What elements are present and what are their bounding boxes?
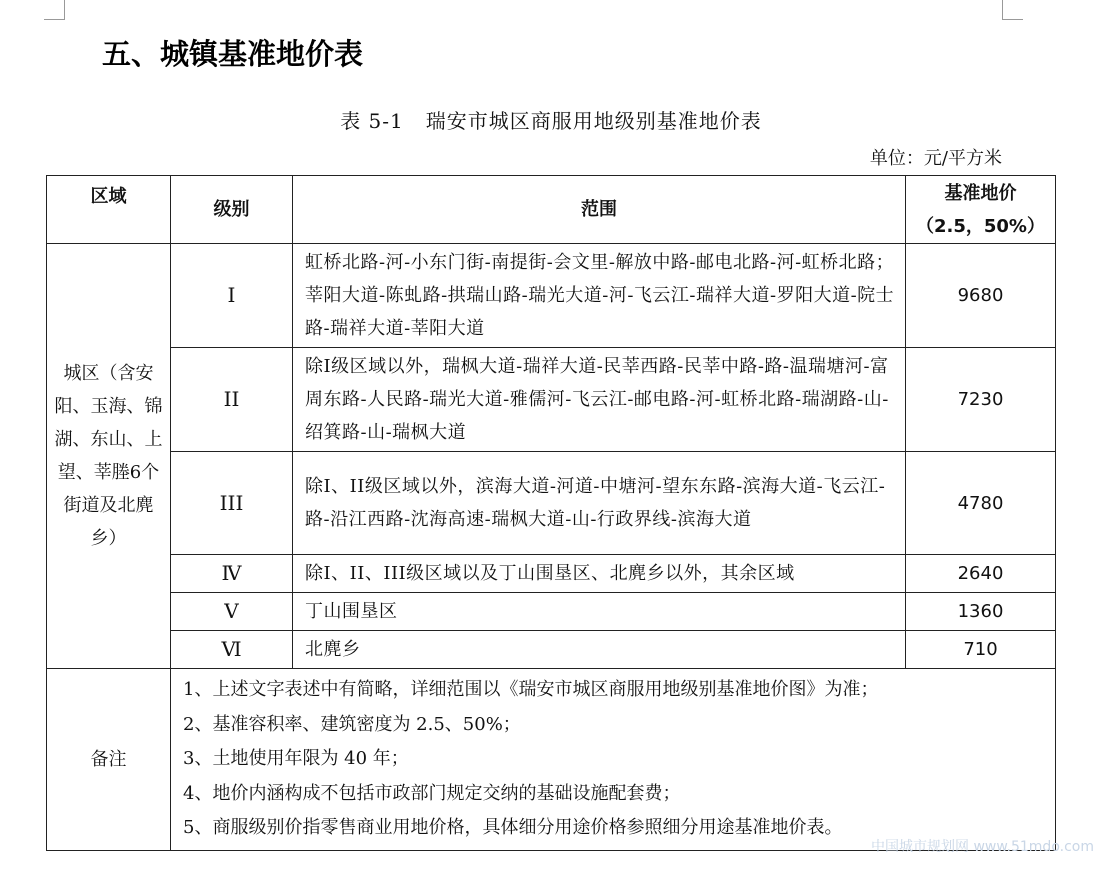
note-item: 5、商服级别价指零售商业用地价格，具体细分用途价格参照细分用途基准地价表。	[183, 817, 843, 838]
table-row	[47, 631, 1056, 669]
level-cell: III	[171, 452, 293, 555]
range-cell: 虹桥北路-河-小东门街-南提街-会文里-解放中路-邮电北路-河-虹桥北路；莘阳大道-陈虬路-拱瑞山路-瑞光大道-河-飞云江-瑞祥大道-罗阳大道-院士路-瑞祥大道-莘阳大道	[293, 244, 906, 348]
level-cell: I	[171, 244, 293, 348]
col-header-range: 范围	[293, 176, 906, 244]
price-cell: 7230	[906, 348, 1056, 452]
col-header-price-title: 基准地价	[944, 182, 1017, 204]
price-cell: 710	[906, 631, 1056, 669]
range-cell: 除I、II级区域以外，滨海大道-河道-中塘河-望东东路-滨海大道-飞云江-路-沿江西路-沈海高速-瑞枫大道-山-行政界线-滨海大道	[293, 452, 906, 555]
land-price-table	[46, 175, 1056, 851]
table-row	[47, 244, 1056, 348]
table-title: 瑞安市城区商服用地级别基准地价表	[425, 109, 762, 133]
notes-row	[47, 669, 1056, 851]
notes-label: 备注	[47, 669, 171, 851]
table-row	[47, 593, 1056, 631]
price-cell: 2640	[906, 555, 1056, 593]
section-heading: 五、城镇基准地价表	[102, 37, 364, 71]
table-number: 表 5-1	[340, 109, 404, 133]
range-cell: 丁山围垦区	[293, 593, 906, 631]
range-cell: 除I、II、III级区域以及丁山围垦区、北麂乡以外，其余区域	[293, 555, 906, 593]
col-header-area: 区域	[47, 176, 171, 244]
price-cell: 1360	[906, 593, 1056, 631]
note-item: 4、地价内涵构成不包括市政部门规定交纳的基础设施配套费；	[183, 782, 681, 804]
table-header-row	[47, 176, 1056, 244]
col-header-price	[906, 176, 1056, 244]
notes-cell	[171, 669, 1056, 851]
level-cell: Ⅵ	[171, 631, 293, 669]
price-cell: 4780	[906, 452, 1056, 555]
price-cell: 9680	[906, 244, 1056, 348]
col-header-level: 级别	[171, 176, 293, 244]
area-cell: 城区（含安阳、玉海、锦湖、东山、上望、莘塍6个街道及北麂乡）	[47, 244, 171, 669]
col-header-price-params: （2.5，50%）	[916, 215, 1045, 237]
level-cell: Ⅳ	[171, 555, 293, 593]
level-cell: II	[171, 348, 293, 452]
table-row	[47, 452, 1056, 555]
range-cell: 北麂乡	[293, 631, 906, 669]
level-cell: V	[171, 593, 293, 631]
note-item: 3、土地使用年限为 40 年；	[183, 748, 409, 769]
table-caption	[0, 105, 1102, 134]
note-item: 1、上述文字表述中有简略，详细范围以《瑞安市城区商服用地级别基准地价图》为准；	[183, 679, 879, 700]
range-cell: 除I级区域以外，瑞枫大道-瑞祥大道-民莘西路-民莘中路-路-温瑞塘河-富周东路-人民路-瑞光大道-雅儒河-飞云江-邮电路-河-虹桥北路-瑞湖路-山-绍箕路-山-瑞枫大道	[293, 348, 906, 452]
unit-label: 单位：元/平方米	[869, 148, 1002, 169]
note-item: 2、基准容积率、建筑密度为 2.5、50%；	[183, 713, 521, 735]
watermark: 中国城市规划网 www.51mdo.com	[871, 839, 1094, 855]
table-row	[47, 555, 1056, 593]
table-row	[47, 348, 1056, 452]
